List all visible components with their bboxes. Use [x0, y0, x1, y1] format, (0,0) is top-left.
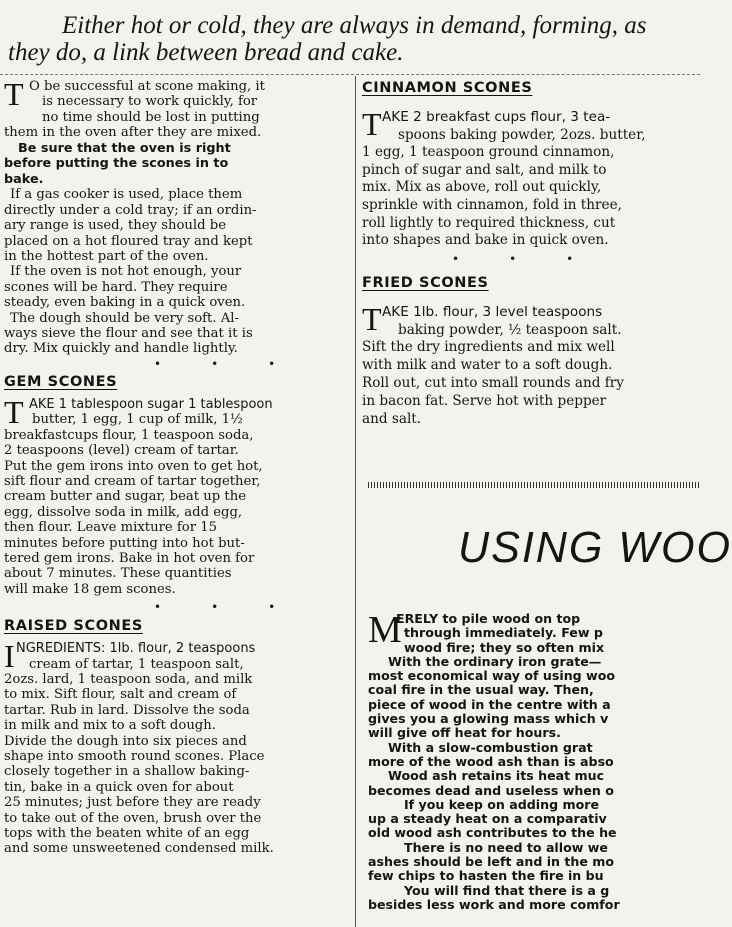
text-line: to mix. Sift flour, salt and cream of — [4, 687, 237, 703]
text-line: baking powder, ½ teaspoon salt. — [398, 321, 622, 338]
text-line: sift flour and cream of tartar together, — [4, 473, 261, 489]
text-line: If a gas cooker is used, place them — [10, 187, 243, 203]
text-line: in the hottest part of the oven. — [4, 249, 209, 265]
text-line: ERELY to pile wood on top — [396, 611, 581, 626]
text-line: through immediately. Few p — [404, 625, 603, 641]
top-rule — [0, 74, 700, 75]
dropcap: T — [362, 106, 382, 142]
text-line: 25 minutes; just before they are ready — [4, 795, 261, 811]
hatched-divider — [368, 482, 700, 488]
text-line: tartar. Rub in lard. Dissolve the soda — [4, 702, 250, 718]
text-line: tops with the beaten white of an egg — [4, 826, 250, 842]
text-line: AKE 2 breakfast cups flour, 3 tea- — [382, 109, 611, 125]
text-line: steady, even baking in a quick oven. — [4, 295, 246, 311]
text-line: few chips to hasten the fire in bu — [368, 868, 604, 884]
text-line: You will find that there is a g — [404, 882, 610, 898]
dropcap: I — [4, 638, 15, 675]
ornament-dots — [362, 252, 700, 266]
text-line: to take out of the oven, brush over the — [4, 810, 262, 826]
text-line: shape into smooth round scones. Place — [4, 749, 265, 764]
text-line: 2 teaspoons (level) cream of tartar. — [4, 443, 239, 459]
raised-scones-heading: RAISED SCONES — [4, 618, 143, 635]
text-line: butter, 1 egg, 1 cup of milk, 1½ — [32, 412, 243, 428]
text-line: If you keep on adding more — [404, 796, 600, 812]
text-line: 2ozs. lard, 1 teaspoon soda, and milk — [4, 671, 253, 687]
text-line: ary range is used, they should be — [4, 218, 227, 234]
ornament-dot: • — [154, 600, 212, 615]
text-line: will make 18 gem scones. — [4, 581, 176, 597]
ornament-dot: • — [211, 356, 269, 371]
intro-line-2: they do, a link between bread and cake. — [8, 39, 404, 66]
fried-scones-heading: FRIED SCONES — [362, 274, 489, 291]
text-line: Divide the dough into six pieces and — [4, 733, 247, 749]
text-line: becomes dead and useless when o — [368, 782, 614, 798]
text-line: The dough should be very soft. Al- — [10, 310, 239, 326]
ornament-dot: • — [509, 251, 567, 266]
text-line: and some unsweetened condensed milk. — [4, 841, 274, 857]
text-line: will give off heat for hours. — [368, 725, 561, 741]
text-line: With a slow-combustion grat — [388, 739, 593, 755]
text-line: O be successful at scone making, it — [29, 79, 265, 94]
text-line: closely together in a shallow baking- — [4, 764, 250, 780]
text-line: Roll out, cut into small rounds and fry — [362, 374, 624, 391]
dropcap: T — [4, 76, 24, 112]
text-line: AKE 1 tablespoon sugar 1 tablespoon — [29, 396, 273, 412]
text-line: besides less work and more comfor — [368, 896, 620, 912]
text-line: dry. Mix quickly and handle lightly. — [4, 341, 238, 357]
text-line: placed on a hot floured tray and kept — [4, 233, 253, 249]
text-line: gives you a glowing mass which v — [368, 711, 609, 727]
text-line: Wood ash retains its heat muc — [388, 768, 605, 784]
dropcap: T — [362, 300, 382, 337]
text-line: coal fire in the usual way. Then, — [368, 682, 594, 698]
bold-line: Be sure that the oven is right — [18, 140, 231, 156]
text-line: old wood ash contributes to the he — [368, 825, 617, 841]
text-line: tin, bake in a quick oven for about — [4, 779, 234, 795]
text-line: roll lightly to required thickness, cut — [362, 214, 616, 231]
text-line: cream of tartar, 1 teaspoon salt, — [29, 656, 244, 672]
gem-scones-article — [4, 393, 351, 597]
ornament-dot: • — [211, 600, 269, 615]
dropcap: T — [4, 393, 24, 430]
cinnamon-scones-article — [362, 106, 700, 250]
text-line: There is no need to allow we — [404, 839, 608, 855]
text-line: then flour. Leave mixture for 15 — [4, 520, 217, 536]
text-line: 1 egg, 1 teaspoon ground cinnamon, — [362, 144, 615, 161]
text-line: and salt. — [362, 410, 422, 427]
text-line: in bacon fat. Serve hot with pepper — [362, 392, 607, 409]
ornament-dot: • — [268, 600, 326, 615]
text-line: into shapes and bake in quick oven. — [362, 232, 609, 249]
text-line: pinch of sugar and salt, and milk to — [362, 161, 607, 178]
text-line: directly under a cold tray; if an ordin- — [4, 202, 257, 218]
text-line: with milk and water to a soft dough. — [362, 357, 613, 374]
using-wood-title: USING WOO — [458, 523, 732, 572]
text-line: egg, dissolve soda in milk, add egg, — [4, 504, 243, 520]
text-line: piece of wood in the centre with a — [368, 696, 611, 712]
text-line: in milk and mix to a soft dough. — [4, 718, 216, 734]
cinnamon-scones-heading: CINNAMON SCONES — [362, 80, 533, 96]
text-line: them in the oven after they are mixed. — [4, 125, 262, 141]
text-line: wood fire; they so often mix — [404, 639, 605, 655]
left-column — [4, 76, 351, 927]
text-line: cream butter and sugar, beat up the — [4, 489, 247, 505]
ornament-dot: • — [452, 251, 510, 266]
text-line: spoons baking powder, 2ozs. butter, — [398, 126, 646, 143]
text-line: about 7 minutes. These quantities — [4, 566, 232, 582]
text-line: ways sieve the flour and see that it is — [4, 326, 253, 342]
raised-scones-article — [4, 638, 351, 857]
text-line: If the oven is not hot enough, your — [10, 264, 242, 280]
ornament-dot: • — [566, 251, 624, 266]
bold-line: bake. — [4, 171, 44, 187]
text-line: breakfastcups flour, 1 teaspoon soda, — [4, 427, 254, 443]
text-line: Sift the dry ingredients and mix well — [362, 339, 615, 356]
text-line: With the ordinary iron grate— — [388, 653, 602, 669]
column-divider — [355, 76, 356, 927]
dropcap: M — [368, 609, 402, 651]
gem-scones-heading: GEM SCONES — [4, 373, 118, 390]
ornament-dots — [4, 357, 351, 371]
text-line: sprinkle with cinnamon, fold in three, — [362, 196, 622, 213]
text-line: NGREDIENTS: 1lb. flour, 2 teaspoons — [16, 641, 256, 657]
text-line: minutes before putting into hot but- — [4, 535, 245, 551]
text-line: most economical way of using woo — [368, 668, 615, 684]
fried-scones-article — [362, 300, 700, 429]
bold-line: before putting the scones in to — [4, 156, 229, 172]
ornament-dot: • — [268, 356, 326, 371]
text-line: scones will be hard. They require — [4, 279, 228, 295]
intro-line-1: Either hot or cold, they are always in demand, forming, as — [62, 12, 647, 39]
text-line: mix. Mix as above, roll out quickly, — [362, 179, 602, 196]
text-line: is necessary to work quickly, for — [42, 94, 258, 110]
text-line: more of the wood ash than is abso — [368, 753, 614, 769]
text-line: up a steady heat on a comparativ — [368, 811, 607, 827]
text-line: AKE 1lb. flour, 3 level teaspoons — [382, 303, 603, 320]
text-line: Put the gem irons into oven to get hot, — [4, 458, 263, 474]
text-line: ashes should be left and in the mo — [368, 854, 615, 870]
text-line: no time should be lost in putting — [42, 109, 260, 125]
ornament-dot: • — [154, 356, 212, 371]
using-wood-article — [368, 609, 700, 927]
ornament-dots — [4, 600, 351, 614]
intro-caption — [8, 12, 708, 66]
intro-article — [4, 76, 351, 141]
text-line: tered gem irons. Bake in hot oven for — [4, 550, 255, 566]
